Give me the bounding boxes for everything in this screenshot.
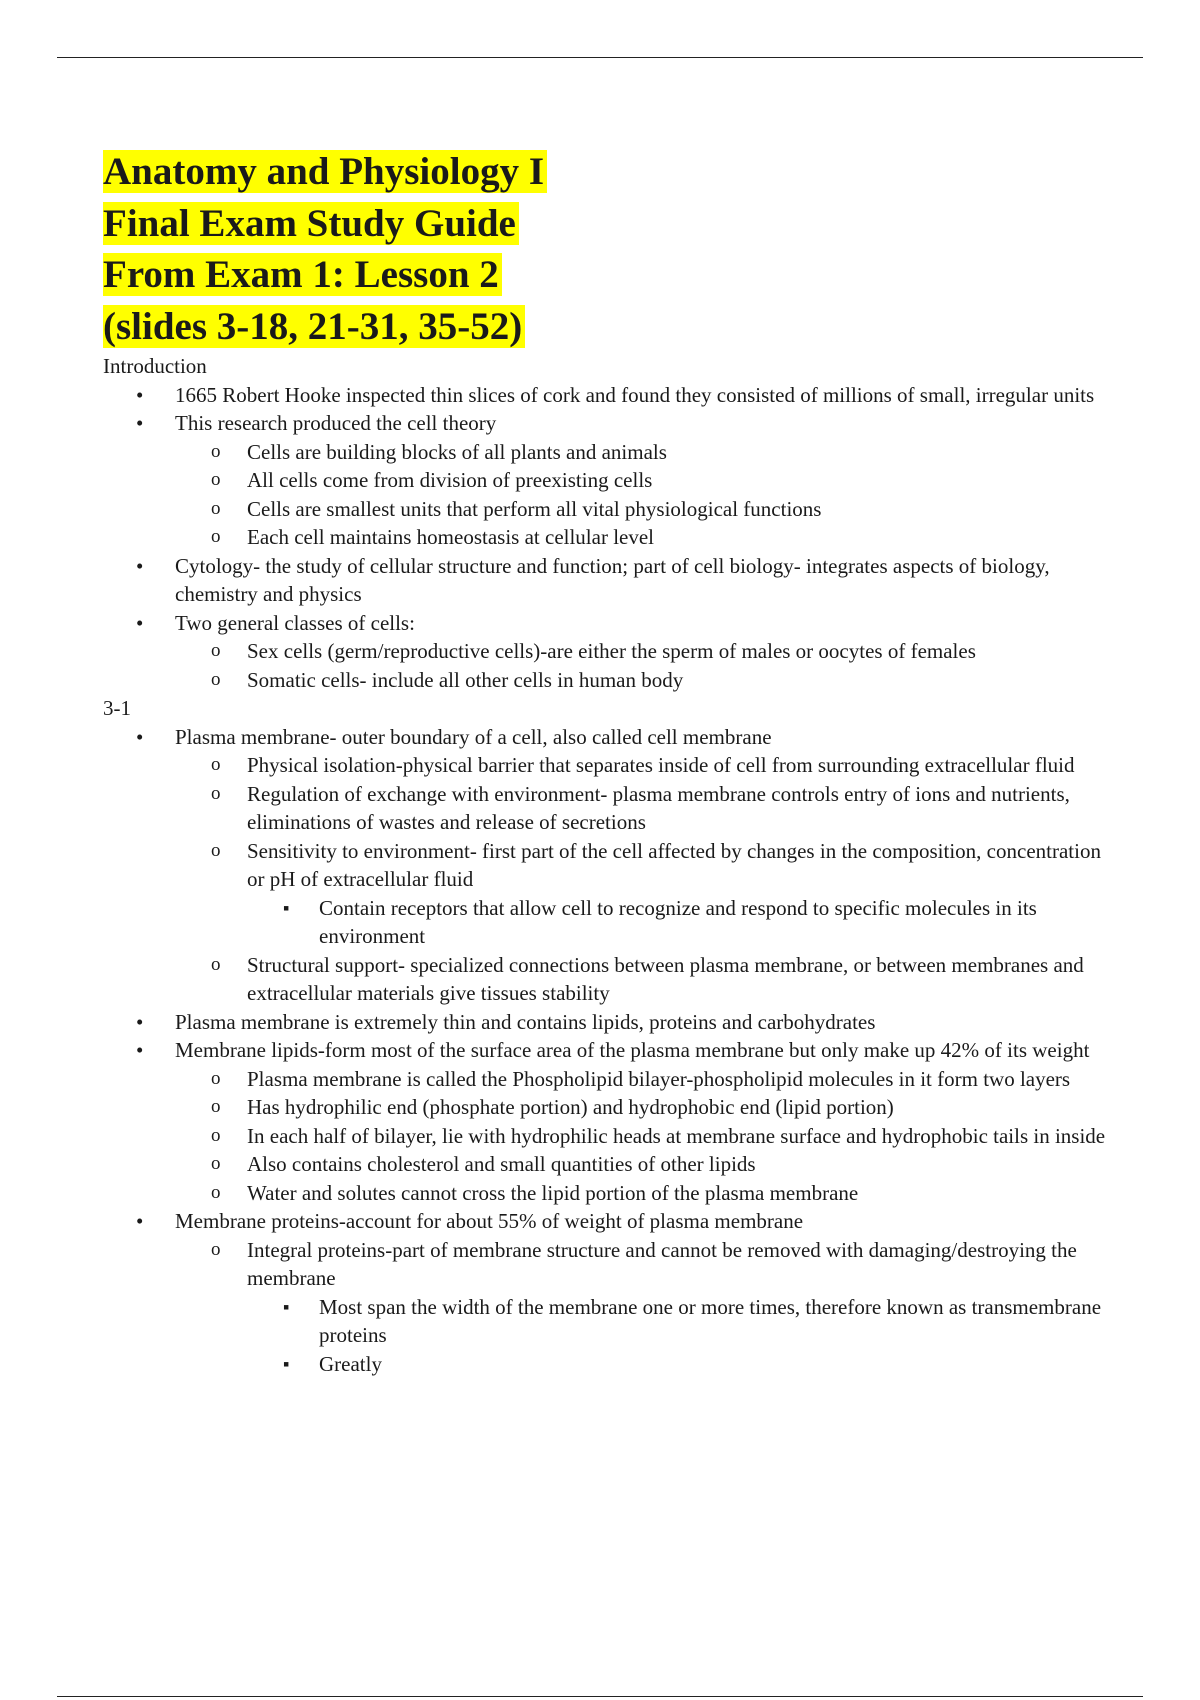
circle-bullet-icon: o [211, 1124, 221, 1146]
sub-list-item: o Water and solutes cannot cross the lipid portion of the plasma membrane [103, 1179, 1113, 1208]
circle-bullet-icon: o [211, 1238, 221, 1260]
sub-list-item: o All cells come from division of preexisting cells [103, 466, 1113, 495]
bullet-icon: • [136, 382, 144, 407]
bullet-icon: • [136, 1038, 144, 1062]
bullet-icon: • [136, 1009, 144, 1034]
sub-list-item: o Has hydrophilic end (phosphate portion) and hydrophobic end (lipid portion) [103, 1093, 1113, 1122]
sub-list-item: o In each half of bilayer, lie with hydrophilic heads at membrane surface and hydrophobic tails in inside [103, 1122, 1113, 1151]
section-heading: 3-1 [103, 696, 131, 720]
document-title [103, 146, 1113, 352]
bullet-icon: • [136, 610, 144, 635]
circle-bullet-icon: o [211, 526, 221, 547]
circle-bullet-icon: o [211, 469, 221, 490]
section-heading: Introduction [103, 354, 207, 378]
square-bullet-icon: ▪ [283, 1353, 290, 1374]
sub-sub-list [103, 1293, 1113, 1379]
sub-sub-list-item: ▪ Contain receptors that allow cell to recognize and respond to specific molecules in its environment [283, 895, 1037, 948]
sub-list-item: o Cells are smallest units that perform all vital physiological functions [103, 495, 1113, 524]
circle-bullet-icon: o [211, 754, 221, 775]
title-line: Final Exam Study Guide [103, 202, 519, 245]
circle-bullet-icon: o [211, 839, 221, 861]
sub-list [103, 438, 1113, 552]
bullet-list [103, 381, 1113, 695]
bullet-icon: • [136, 1209, 144, 1233]
sub-list-item: o Sensitivity to environment- first part of the cell affected by changes in the composition, concentration or pH of extracellular fluid ▪ Contain receptors that allow cell to recognize and respond to specific molecules in its environment [103, 837, 1113, 951]
sub-list [103, 1065, 1113, 1208]
title-line: From Exam 1: Lesson 2 [103, 253, 502, 296]
sub-list-item: o Plasma membrane is called the Phospholipid bilayer-phospholipid molecules in it form two layers [103, 1065, 1113, 1094]
list-item: • Plasma membrane- outer boundary of a cell, also called cell membrane o Physical isolation-physical barrier that separates inside of cell from surrounding extracellular fluid o Regulation of exchange with environment- plasma membrane controls entry of ions and nutrients, eliminations of wastes and release of secretions o Sensitivity to environment- first part of the cell affected by changes in the composition, concentration or pH of extracellular fluid ▪ Contain receptors that allow cell to recognize and respond to specific molecules in its environment o Structural support- specialized connections between plasma membrane, or between membranes and extracellular materials give tissues stability [103, 723, 1113, 1008]
sub-list-item: o Regulation of exchange with environment- plasma membrane controls entry of ions and nutrients, eliminations of wastes and release of secretions [211, 781, 1070, 834]
circle-bullet-icon: o [211, 497, 221, 519]
bottom-rule [57, 1696, 1143, 1697]
list-item: • Membrane proteins-account for about 55% of weight of plasma membrane o Integral proteins-part of membrane structure and cannot be removed with damaging/destroying the membrane ▪ Most span the width of the membrane one or more times, therefore known as transmembrane proteins ▪ Greatly [103, 1207, 1113, 1378]
sub-list-item: o Cells are building blocks of all plants and animals [103, 438, 1113, 467]
sub-list-item: o Sex cells (germ/reproductive cells)-are either the sperm of males or oocytes of females [103, 637, 1113, 666]
circle-bullet-icon: o [211, 668, 221, 690]
list-item: • Membrane lipids-form most of the surface area of the plasma membrane but only make up 42% of its weight o Plasma membrane is called the Phospholipid bilayer-phospholipid molecules in it form two layers o Has hydrophilic end (phosphate portion) and hydrophobic end (lipid portion) o In each half of bilayer, lie with hydrophilic heads at membrane surface and hydrophobic tails in inside o Also contains cholesterol and small quantities of other lipids o Water and solutes cannot cross the lipid portion of the plasma membrane [103, 1036, 1113, 1207]
circle-bullet-icon: o [211, 1067, 221, 1089]
document-body [103, 146, 1113, 1378]
sub-list-item: o Also contains cholesterol and small quantities of other lipids [103, 1150, 1113, 1179]
circle-bullet-icon: o [211, 953, 221, 975]
list-item: • This research produced the cell theory o Cells are building blocks of all plants and animals o All cells come from division of preexisting cells o Cells are smallest units that perform all vital physiological functions o Each cell maintains homeostasis at cellular level [103, 409, 1113, 552]
list-item: • Cytology- the study of cellular structure and function; part of cell biology- integrates aspects of biology, chemistry and physics [136, 553, 1050, 606]
sub-list-item: o Somatic cells- include all other cells in human body [103, 666, 1113, 695]
sub-sub-list [103, 894, 1113, 951]
sub-sub-list-item: ▪ Greatly [103, 1350, 1113, 1379]
sub-list [103, 637, 1113, 694]
sub-list-item: o Integral proteins-part of membrane structure and cannot be removed with damaging/destroying the membrane ▪ Most span the width of the membrane one or more times, therefore known as transmembrane proteins ▪ Greatly [103, 1236, 1113, 1379]
bullet-icon: • [136, 724, 144, 749]
list-item: • Two general classes of cells: o Sex cells (germ/reproductive cells)-are either the sperm of males or oocytes of females o Somatic cells- include all other cells in human body [103, 609, 1113, 695]
circle-bullet-icon: o [211, 1096, 221, 1117]
title-line: Anatomy and Physiology I [103, 150, 547, 193]
list-item: • 1665 Robert Hooke inspected thin slices of cork and found they consisted of millions of small, irregular units [103, 381, 1113, 410]
sub-list [103, 1236, 1113, 1379]
circle-bullet-icon: o [211, 782, 221, 804]
bullet-list [103, 723, 1113, 1379]
sub-list [103, 751, 1113, 1008]
list-item: • Plasma membrane is extremely thin and contains lipids, proteins and carbohydrates [103, 1008, 1113, 1037]
sub-sub-list-item: ▪ Most span the width of the membrane one or more times, therefore known as transmembrane proteins [283, 1294, 1102, 1347]
circle-bullet-icon: o [211, 640, 221, 661]
square-bullet-icon: ▪ [283, 897, 290, 918]
circle-bullet-icon: o [211, 1181, 221, 1203]
top-rule [57, 57, 1143, 58]
sub-list-item: o Each cell maintains homeostasis at cellular level [103, 523, 1113, 552]
circle-bullet-icon: o [211, 1153, 221, 1174]
bullet-icon: • [136, 553, 144, 578]
sub-list-item: o Physical isolation-physical barrier that separates inside of cell from surrounding extracellular fluid [103, 751, 1113, 780]
bullet-icon: • [136, 411, 144, 435]
sub-list-item: o Structural support- specialized connections between plasma membrane, or between membranes and extracellular materials give tissues stability [211, 952, 1084, 1005]
title-line: (slides 3-18, 21-31, 35-52) [103, 305, 525, 348]
square-bullet-icon: ▪ [283, 1296, 290, 1317]
circle-bullet-icon: o [211, 440, 221, 462]
